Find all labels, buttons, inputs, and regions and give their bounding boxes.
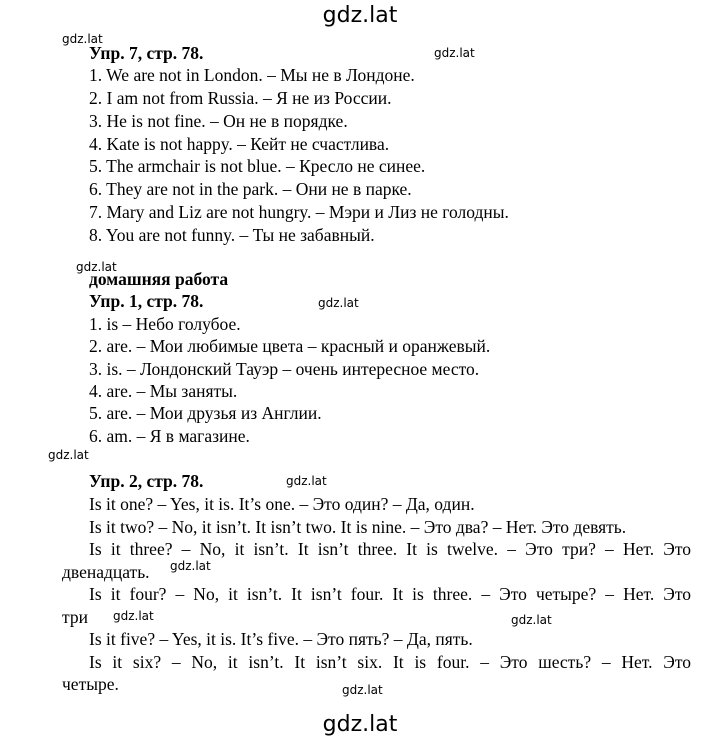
watermark-small: gdz.lat — [286, 474, 327, 488]
exercise-2-line: три — [62, 607, 88, 627]
exercise-1-heading: Упр. 1, стр. 78. — [89, 291, 204, 311]
watermark-top: gdz.lat — [322, 3, 398, 28]
exercise-7-line: 2. I am not from Russia. – Я не из России. — [89, 88, 392, 108]
watermark-small: gdz.lat — [76, 260, 117, 274]
exercise-2-line: Is it four? – No, it isn’t. It isn’t four. It is three. – Это четыре? – Нет. Это — [89, 584, 691, 604]
watermark-small: gdz.lat — [113, 609, 154, 623]
exercise-2-heading: Упр. 2, стр. 78. — [89, 471, 204, 491]
exercise-1-line: 6. am. – Я в магазине. — [89, 426, 250, 446]
exercise-2-line: Is it six? – No, it isn’t. It isn’t six. It is four. – Это шесть? – Нет. Это — [89, 652, 691, 672]
watermark-small: gdz.lat — [434, 46, 475, 60]
watermark-bottom: gdz.lat — [322, 712, 398, 737]
watermark-small: gdz.lat — [342, 683, 383, 697]
exercise-2-line: Is it three? – No, it isn’t. It isn’t three. It is twelve. – Это три? – Нет. Это — [89, 539, 691, 559]
exercise-2-line: двенадцать. — [62, 562, 150, 582]
exercise-1-line: 5. are. – Мои друзья из Англии. — [89, 403, 322, 423]
exercise-2-line: Is it five? – Yes, it is. It’s five. – Это пять? – Да, пять. — [89, 629, 473, 649]
exercise-1-line: 2. are. – Мои любимые цвета – красный и оранжевый. — [89, 336, 491, 356]
exercise-2-line: Is it two? – No, it isn’t. It isn’t two. It is nine. – Это два? – Нет. Это девять. — [89, 517, 627, 537]
exercise-7-line: 6. They are not in the park. – Они не в парке. — [89, 179, 412, 199]
exercise-7-heading: Упр. 7, стр. 78. — [89, 43, 204, 63]
exercise-7-line: 7. Mary and Liz are not hungry. – Мэри и Лиз не голодны. — [89, 202, 509, 222]
watermark-small: gdz.lat — [318, 296, 359, 310]
exercise-2-line: четыре. — [62, 674, 119, 694]
exercise-7-line: 8. You are not funny. – Ты не забавный. — [89, 225, 375, 245]
watermark-small: gdz.lat — [511, 613, 552, 627]
exercise-2-line: Is it one? – Yes, it is. It’s one. – Это один? – Да, один. — [89, 494, 475, 514]
exercise-1-line: 4. are. – Мы заняты. — [89, 381, 238, 401]
homework-title: домашняя работа — [89, 269, 229, 289]
exercise-7-line: 4. Kate is not happy. – Кейт не счастлива. — [89, 134, 390, 154]
watermark-small: gdz.lat — [170, 559, 211, 573]
exercise-7-line: 5. The armchair is not blue. – Кресло не синее. — [89, 156, 426, 176]
exercise-7-line: 3. He is not fine. – Он не в порядке. — [89, 111, 348, 131]
exercise-1-line: 3. is. – Лондонский Тауэр – очень интересное место. — [89, 359, 480, 379]
exercise-7-line: 1. We are not in London. – Мы не в Лондоне. — [89, 65, 415, 85]
watermark-small: gdz.lat — [62, 32, 103, 46]
exercise-1-line: 1. is – Небо голубое. — [89, 314, 241, 334]
watermark-small: gdz.lat — [48, 448, 89, 462]
